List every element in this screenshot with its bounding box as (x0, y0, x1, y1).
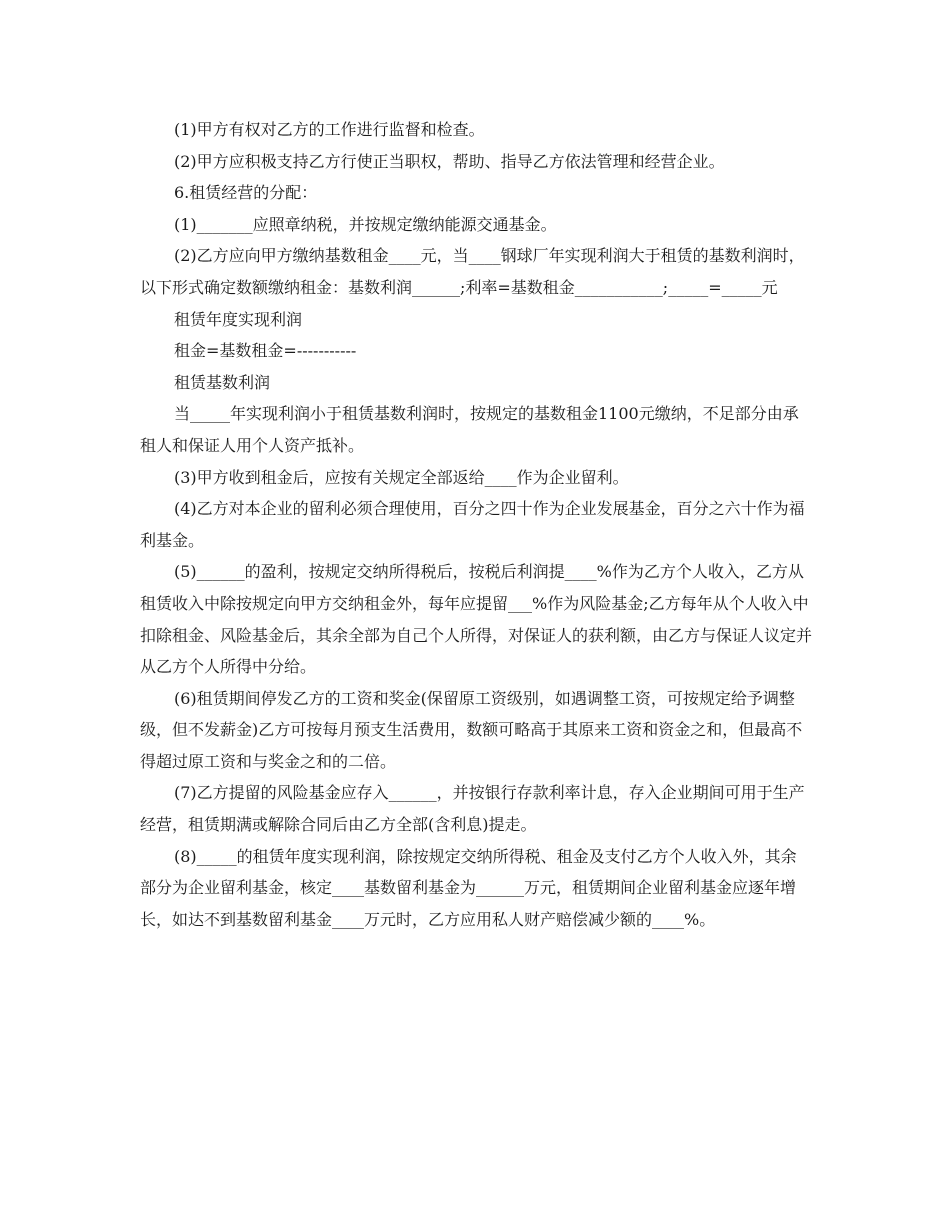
paragraph-base-rent: (2)乙方应向甲方缴纳基数租金____元，当____钢球厂年实现利润大于租赁的基数利润时，以下形式确定数额缴纳租金：基数利润______;利率=基数租金___________;_____=_____元 (140, 246, 805, 297)
paragraph-profit-split: (5)______的盈利，按规定交纳所得税后，按税后利润提____%作为乙方个人收入，乙方从租赁收入中除按规定向甲方交纳租金外，每年应提留___%作为风险基金;乙方每年从个人收入中扣除租金、风险基金后，其余全部为自己个人所得，对保证人的获利额，由乙方与保证人议定并从乙方个人所得中分给。 (140, 562, 813, 677)
document-body (140, 114, 812, 935)
section-heading-distribution: 6.租赁经营的分配： (174, 183, 318, 203)
paragraph-wage-suspension: (6)租赁期间停发乙方的工资和奖金(保留原工资级别，如遇调整工资，可按规定给予调整级，但不发薪金)乙方可按每月预支生活费用，数额可略高于其原来工资和资金之和，但最高不得超过原工资和与奖金之和的二倍。 (140, 688, 803, 771)
paragraph-shortfall: 当_____年实现利润小于租赁基数利润时，按规定的基数租金1100元缴纳，不足部分由承租人和保证人用个人资产抵补。 (140, 404, 799, 455)
paragraph-risk-fund: (7)乙方提留的风险基金应存入______，并按银行存款利率计息，存入企业期间可用于生产经营，租赁期满或解除合同后由乙方全部(含利息)提走。 (140, 783, 805, 835)
paragraph-tax-payment: (1)_______应照章纳税，并按规定缴纳能源交通基金。 (174, 214, 557, 234)
paragraph-retained-fund-target: (8)_____的租赁年度实现利润，除按规定交纳所得税、租金及支付乙方个人收入外，其余部分为企业留利基金，核定____基数留利基金为______万元，租赁期间企业留利基金应逐年增长，如达不到基数留利基金____万元时，乙方应用私人财产赔偿减少额的____%。 (140, 846, 797, 929)
paragraph-retained-profit-use: (4)乙方对本企业的留利必须合理使用，百分之四十作为企业发展基金，百分之六十作为福利基金。 (140, 499, 805, 550)
paragraph-supervision-right: (1)甲方有权对乙方的工作进行监督和检查。 (174, 120, 485, 139)
paragraph-rent-return: (3)甲方收到租金后，应按有关规定全部返给____作为企业留利。 (174, 467, 629, 487)
formula-denominator: 租赁基数利润 (174, 372, 271, 392)
formula-rent: 租金=基数租金=----------- (174, 341, 357, 361)
paragraph-support-duty: (2)甲方应积极支持乙方行使正当职权，帮助、指导乙方依法管理和经营企业。 (174, 151, 725, 171)
formula-numerator: 租赁年度实现利润 (174, 309, 303, 329)
